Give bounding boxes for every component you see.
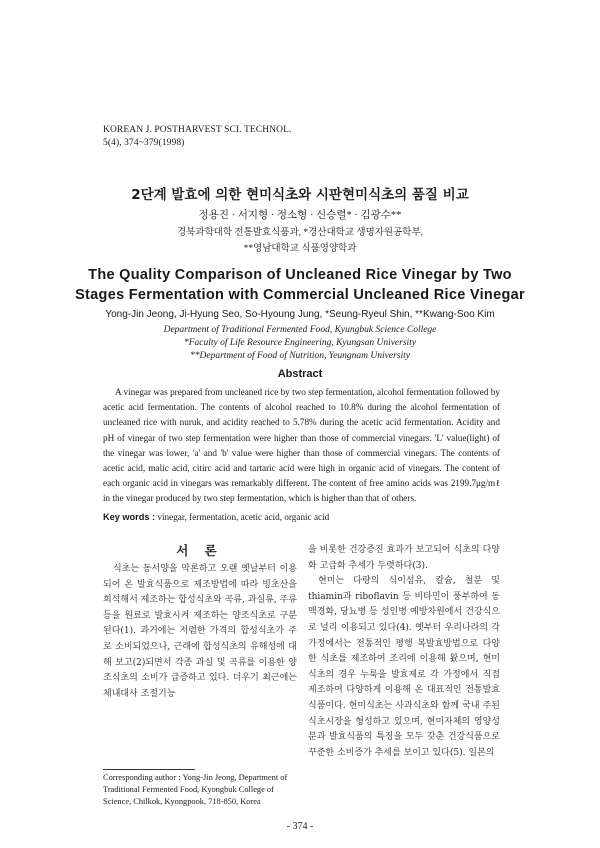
english-affiliation-3: **Department of Food of Nutrition, Yeungnam University [190,351,410,361]
english-affiliation-2: *Faculty of Life Resource Engineering, Kyungsan University [183,338,417,348]
abstract-text: A vinegar was prepared from uncleaned rice by two step fermentation, alcohol fermentation followed by acetic acid fermentation. The contents of alcohol reached to 10.8% during the alcohol fermentation of uncleaned rice with nuruk, and acidity reached to 5.78% during the acetic acid fermentation. Acidity and pH of vinegar of two step fermentation were higher than those of commercial vinegars. 'L' value(light) of the vinegar was lower, 'a' and 'b' value were higher than those of commercial vinegars. The contents of acetic acid, malic acid, citirc acid and tartaric acid were high in organic acid of vinegars. The content of each organic acid in vinegars was remarkably different. The content of free amino acids was 2199.7μg/mℓ in the vinegar produced by two step fermentation, which is higher than that of others. [103,387,500,504]
abstract-heading: Abstract [277,368,323,380]
intro-paragraph-1-continued: 을 비롯한 건강증진 효과가 보고되어 식초의 다양화 고급화 추세가 두렷하다(3). [308,545,500,571]
korean-authors: 정용진 · 서지형 · 정소형 · 신승렬* · 김광수** [198,210,402,221]
english-title [0,265,600,305]
english-title-line-1: The Quality Comparison of Uncleaned Rice Vinegar by Two [88,267,512,283]
journal-header [103,124,291,150]
intro-paragraph-1: 식초는 동서양을 막론하고 오랜 옛날부터 이용되어 온 발효식품으로 제조방법에 따라 빙초산을 희석해서 제조하는 합성식초와 곡류, 과실류, 주류 등을 원료로 발효시켜 제조하는 양조식초로 구분된다(1). 과거에는 저렴한 가격의 합성식초가 주로 소비되었으나, 근래에 합성식초의 유해성에 대해 보고(2)되면서 각종 과실 및 곡류를 이용한 양조식초의 소비가 급증하고 있다. 더우기 최근에는 체내대사 조절기능 [103,564,297,699]
journal-volume: 5(4), 374~379(1998) [103,138,185,148]
english-authors: Yong-Jin Jeong, Ji-Hyung Seo, So-Hyoung Jung, *Seung-Ryeul Shin, **Kwang-Soo Kim [105,309,495,320]
korean-affiliation-1: 경북과학대학 전통발효식품과, *경산대학교 생명자원공학부, [176,228,424,238]
introduction-heading: 서 론 [176,543,223,558]
footnote-divider [103,769,195,770]
english-affiliation-1: Department of Traditional Fermented Food, Kyungbuk Science College [163,325,437,335]
keywords-label: Key words : [103,512,156,522]
journal-name: KOREAN J. POSTHARVEST SCI. TECHNOL. [103,125,292,135]
korean-title: 2단계 발효에 의한 현미식초와 시판현미식초의 품질 비교 [131,187,469,203]
right-column [308,543,500,761]
left-column [103,562,297,702]
keywords-text: vinegar, fermentation, acetic acid, organic acid [157,512,330,522]
korean-affiliation-2: **영남대학교 식품영양학과 [243,244,357,254]
corresponding-author-footnote: Corresponding author : Yong-Jin Jeong, Department of Traditional Fermented Food, Kyongbuk College of Science, Chilkok, Kyongpook, 718-850, Korea [103,773,288,807]
page-number: - 374 - [286,821,314,832]
intro-paragraph-2: 현미는 다량의 식이섬유, 칼슘, 철분 및 thiamin과 riboflavin 등 비타민이 풍부하여 동맥경화, 당뇨병 등 성인병 예방차원에서 건강식으로 널리 이용되고 있다(4). 옛부터 우리나라의 각 가정에서는 전통적인 평행 복발효방법으로 다양한 식초를 제조하여 조리에 이용해 왔으며, 현미식초의 경우 누룩을 발효제로 각 가정에서 직접 제조하여 다양하게 이용해 온 대표적인 전통발효식품이다. 현미식초는 사과식초와 함께 국내 주된 식초시장을 형성하고 있으며, 현미자체의 영양성분과 발효식품의 특징을 모두 갖춘 건강식품으로 꾸준한 소비증가 추세를 보이고 있다(5). 일본의 [308,576,500,758]
keywords [103,512,329,522]
english-title-line-2: Stages Fermentation with Commercial Uncleaned Rice Vinegar [75,287,525,303]
